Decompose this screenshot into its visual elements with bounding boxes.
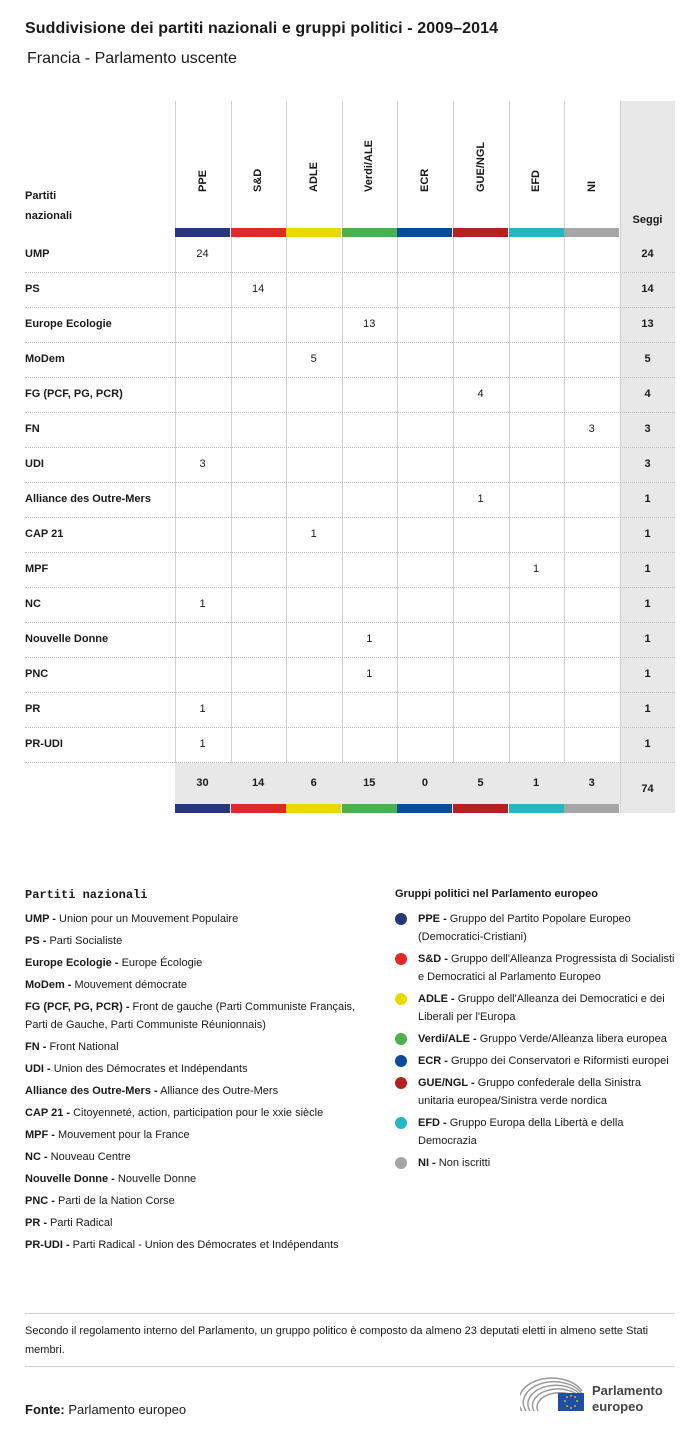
legend-group-desc: Gruppo dei Conservatori e Riformisti europei bbox=[447, 1055, 669, 1067]
seat-total: 1 bbox=[644, 668, 651, 680]
legend-party-abbr: FG (PCF, PG, PCR) - bbox=[25, 1001, 130, 1013]
legend-party-item bbox=[25, 1104, 370, 1122]
legend-party-abbr: Europe Ecologie - bbox=[25, 957, 119, 969]
legend-party-abbr: Nouvelle Donne - bbox=[25, 1173, 115, 1185]
legend-party-item bbox=[25, 1214, 370, 1232]
legend-party-abbr: UDI - bbox=[25, 1063, 51, 1075]
group-color-bar bbox=[342, 228, 397, 237]
legend-group-desc: Gruppo Europa della Libertà e della Democrazia bbox=[418, 1117, 624, 1147]
seat-cell: 24 bbox=[196, 248, 209, 260]
color-dot-icon bbox=[395, 1033, 407, 1045]
table-row bbox=[25, 342, 675, 378]
table-row bbox=[25, 237, 675, 273]
table-row bbox=[25, 727, 675, 763]
group-color-bar bbox=[175, 228, 230, 237]
seat-total: 24 bbox=[641, 248, 654, 260]
legend-party-item bbox=[25, 1170, 370, 1188]
group-header-label: PPE bbox=[196, 169, 209, 192]
legend-group-desc: Gruppo confederale della Sinistra unitaria europea/Sinistra verde nordica bbox=[418, 1077, 641, 1107]
seat-total: 1 bbox=[644, 633, 651, 645]
table-row bbox=[25, 587, 675, 623]
legend-group-abbr: Verdi/ALE - bbox=[418, 1033, 477, 1045]
legend-groups bbox=[395, 910, 680, 1176]
color-dot-icon bbox=[395, 1157, 407, 1169]
legend-party-abbr: NC - bbox=[25, 1151, 48, 1163]
color-dot-icon bbox=[395, 1055, 407, 1067]
party-name: PNC bbox=[25, 668, 49, 680]
seat-cell: 1 bbox=[366, 668, 373, 680]
divider bbox=[25, 1313, 675, 1314]
group-total: 5 bbox=[477, 777, 484, 789]
group-total: 6 bbox=[310, 777, 317, 789]
divider bbox=[25, 1366, 675, 1367]
color-dot-icon bbox=[395, 1117, 407, 1129]
legend-party-abbr: PS - bbox=[25, 935, 47, 947]
group-header bbox=[564, 140, 619, 220]
hemicycle-icon bbox=[520, 1377, 590, 1417]
party-name: PS bbox=[25, 283, 40, 295]
page-title: Suddivisione dei partiti nazionali e gruppi politici - 2009–2014 bbox=[25, 20, 499, 37]
legend-group-abbr: NI - bbox=[418, 1157, 436, 1169]
group-color-bar bbox=[286, 228, 341, 237]
legend-party-desc: Europe Écologie bbox=[118, 957, 203, 969]
logo-line2: europeo bbox=[592, 1399, 644, 1414]
logo-line1: Parlamento bbox=[592, 1383, 663, 1398]
legend-group-item bbox=[395, 1114, 680, 1150]
legend-party-item bbox=[25, 1038, 370, 1056]
legend-party-item bbox=[25, 998, 370, 1034]
group-color-bar bbox=[509, 228, 564, 237]
seat-cell: 3 bbox=[588, 423, 595, 435]
party-name: CAP 21 bbox=[25, 528, 64, 540]
table-row bbox=[25, 552, 675, 588]
legend-group-item bbox=[395, 950, 680, 986]
logo-text bbox=[592, 1383, 663, 1415]
seat-total: 14 bbox=[641, 283, 654, 295]
seat-cell: 5 bbox=[310, 353, 317, 365]
table-row bbox=[25, 622, 675, 658]
legend-party-abbr: PNC - bbox=[25, 1195, 55, 1207]
legend-party-item bbox=[25, 910, 370, 928]
legend-party-item bbox=[25, 1060, 370, 1078]
group-header-label: GUE/NGL bbox=[474, 141, 487, 192]
legend-group-item bbox=[395, 1052, 680, 1070]
group-color-bar bbox=[231, 804, 286, 813]
party-name: MoDem bbox=[25, 353, 65, 365]
seat-cell: 13 bbox=[363, 318, 376, 330]
legend-group-desc: Gruppo dell'Alleanza Progressista di Socialisti e Democratici al Parlamento Europeo bbox=[418, 953, 675, 983]
legend-group-desc: Gruppo del Partito Popolare Europeo (Democratici-Cristiani) bbox=[418, 913, 631, 943]
group-color-bar bbox=[453, 228, 508, 237]
group-color-bar bbox=[342, 804, 397, 813]
legend-group-abbr: PPE - bbox=[418, 913, 447, 925]
group-total: 14 bbox=[251, 777, 265, 789]
color-dot-icon bbox=[395, 913, 407, 925]
legend-party-desc: Union pour un Mouvement Populaire bbox=[55, 913, 239, 925]
legend-party-desc: Mouvement démocrate bbox=[71, 979, 188, 991]
seat-total: 5 bbox=[644, 353, 651, 365]
seat-cell: 1 bbox=[199, 598, 206, 610]
party-name: PR bbox=[25, 703, 41, 715]
group-total: 0 bbox=[421, 777, 428, 789]
seat-cell: 1 bbox=[477, 493, 484, 505]
legend-party-desc: Nouvelle Donne bbox=[114, 1173, 197, 1185]
legend-party-item bbox=[25, 976, 370, 994]
group-total: 30 bbox=[196, 777, 209, 789]
color-dot-icon bbox=[395, 953, 407, 965]
legend-party-item bbox=[25, 1148, 370, 1166]
group-header-label: NI bbox=[585, 181, 598, 192]
legend-party-abbr: MoDem - bbox=[25, 979, 72, 991]
legend-parties-title: Partiti nazionali bbox=[25, 888, 148, 902]
seat-total: 1 bbox=[644, 493, 651, 505]
source-label: Fonte: bbox=[25, 1402, 65, 1417]
party-name: MPF bbox=[25, 563, 49, 575]
legend-party-item bbox=[25, 1082, 370, 1100]
legend-group-abbr: S&D - bbox=[418, 953, 448, 965]
seat-cell: 1 bbox=[533, 563, 540, 575]
legend-party-item bbox=[25, 1236, 370, 1254]
color-dot-icon bbox=[395, 993, 407, 1005]
legend-groups-title: Gruppi politici nel Parlamento europeo bbox=[395, 888, 598, 900]
legend-group-abbr: ADLE - bbox=[418, 993, 455, 1005]
table-row bbox=[25, 692, 675, 728]
group-header-label: ADLE bbox=[307, 162, 320, 192]
table-row bbox=[25, 412, 675, 448]
group-total: 1 bbox=[533, 777, 540, 789]
legend-group-abbr: GUE/NGL - bbox=[418, 1077, 475, 1089]
seat-total: 3 bbox=[644, 423, 651, 435]
legend-party-item bbox=[25, 1126, 370, 1144]
seat-cell: 14 bbox=[251, 283, 265, 295]
seat-total: 3 bbox=[644, 458, 651, 470]
party-name: Nouvelle Donne bbox=[25, 633, 109, 645]
legend-party-abbr: PR-UDI - bbox=[25, 1239, 70, 1251]
legend-group-abbr: ECR - bbox=[418, 1055, 448, 1067]
group-header-label: Verdi/ALE bbox=[363, 140, 376, 192]
seat-cell: 4 bbox=[477, 388, 484, 400]
group-color-bar bbox=[231, 228, 286, 237]
seat-total: 13 bbox=[641, 318, 654, 330]
seat-total: 1 bbox=[644, 563, 651, 575]
party-name: Alliance des Outre-Mers bbox=[25, 493, 151, 505]
seat-cell: 1 bbox=[366, 633, 373, 645]
seggi-header: Seggi bbox=[632, 214, 663, 226]
legend-party-desc: Front de gauche (Parti Communiste Français, Parti de Gauche, Parti Communiste Réunionnais) bbox=[25, 1001, 356, 1031]
seat-cell: 1 bbox=[199, 703, 206, 715]
group-header bbox=[342, 140, 397, 220]
legend-party-desc: Citoyenneté, action, participation pour le xxie siècle bbox=[70, 1107, 324, 1119]
group-header bbox=[397, 140, 452, 220]
party-name: FG (PCF, PG, PCR) bbox=[25, 388, 123, 400]
legend-party-abbr: Alliance des Outre-Mers - bbox=[25, 1085, 158, 1097]
row-header-label: Partiti nazionali bbox=[25, 190, 73, 222]
group-header-label: ECR bbox=[418, 168, 431, 192]
seat-total: 1 bbox=[644, 528, 651, 540]
legend-party-abbr: UMP - bbox=[25, 913, 56, 925]
legend-party-desc: Union des Démocrates et Indépendants bbox=[50, 1063, 248, 1075]
party-name: NC bbox=[25, 598, 41, 610]
grand-total: 74 bbox=[641, 783, 654, 795]
group-color-bar bbox=[397, 804, 452, 813]
group-total: 3 bbox=[588, 777, 595, 789]
group-header bbox=[175, 140, 230, 220]
legend-party-abbr: MPF - bbox=[25, 1129, 55, 1141]
group-header bbox=[286, 140, 341, 220]
group-color-bar bbox=[564, 804, 619, 813]
legend-party-desc: Alliance des Outre-Mers bbox=[157, 1085, 279, 1097]
group-header-label: EFD bbox=[530, 170, 543, 192]
group-color-bar bbox=[509, 804, 564, 813]
table-row bbox=[25, 517, 675, 553]
legend-party-item bbox=[25, 954, 370, 972]
legend-group-desc: Gruppo Verde/Alleanza libera europea bbox=[476, 1033, 667, 1045]
legend-party-desc: Mouvement pour la France bbox=[54, 1129, 190, 1141]
legend-group-item bbox=[395, 1030, 680, 1048]
group-total: 15 bbox=[363, 777, 376, 789]
seat-cell: 1 bbox=[199, 738, 206, 750]
group-header bbox=[509, 140, 564, 220]
party-name: Europe Ecologie bbox=[25, 318, 112, 330]
group-color-bar bbox=[453, 804, 508, 813]
table-row bbox=[25, 377, 675, 413]
table-row bbox=[25, 272, 675, 308]
legend-party-item bbox=[25, 932, 370, 950]
legend-party-desc: Nouveau Centre bbox=[47, 1151, 131, 1163]
legend-parties bbox=[25, 910, 370, 1258]
table-row bbox=[25, 447, 675, 483]
seat-cell: 3 bbox=[199, 458, 206, 470]
legend-group-desc: Gruppo dell'Alleanza dei Democratici e dei Liberali per l'Europa bbox=[418, 993, 665, 1023]
seat-total: 4 bbox=[644, 388, 651, 400]
legend-group-desc: Non iscritti bbox=[435, 1157, 491, 1169]
legend-group-item bbox=[395, 910, 680, 946]
party-name: UDI bbox=[25, 458, 44, 470]
seat-total: 1 bbox=[644, 738, 651, 750]
seat-total: 1 bbox=[644, 598, 651, 610]
legend-party-desc: Parti Socialiste bbox=[46, 935, 123, 947]
legend-party-abbr: CAP 21 - bbox=[25, 1107, 71, 1119]
party-name: FN bbox=[25, 423, 40, 435]
group-color-bar bbox=[397, 228, 452, 237]
table-row bbox=[25, 482, 675, 518]
legend-group-item bbox=[395, 1154, 680, 1172]
page-subtitle: Francia - Parlamento uscente bbox=[27, 50, 237, 67]
color-dot-icon bbox=[395, 1077, 407, 1089]
legend-party-item bbox=[25, 1192, 370, 1210]
legend-party-desc: Parti de la Nation Corse bbox=[54, 1195, 175, 1207]
legend-group-item bbox=[395, 1074, 680, 1110]
legend-group-abbr: EFD - bbox=[418, 1117, 447, 1129]
note-text: Secondo il regolamento interno del Parlamento, un gruppo politico è composto da almeno 23 deputati eletti in almeno sette Stati membri. bbox=[25, 1325, 649, 1356]
legend-party-desc: Parti Radical - Union des Démocrates et Indépendants bbox=[69, 1239, 339, 1251]
party-name: PR-UDI bbox=[25, 738, 63, 750]
group-color-bar bbox=[286, 804, 341, 813]
source-value: Parlamento europeo bbox=[64, 1402, 187, 1417]
seat-total: 1 bbox=[644, 703, 651, 715]
group-color-bar bbox=[564, 228, 619, 237]
legend-party-abbr: PR - bbox=[25, 1217, 47, 1229]
table-row bbox=[25, 657, 675, 693]
seat-cell: 1 bbox=[310, 528, 317, 540]
legend-party-desc: Parti Radical bbox=[47, 1217, 113, 1229]
table-row bbox=[25, 307, 675, 343]
legend-group-item bbox=[395, 990, 680, 1026]
legend-party-desc: Front National bbox=[46, 1041, 119, 1053]
group-color-bar bbox=[175, 804, 230, 813]
source-text bbox=[25, 1402, 186, 1417]
group-header bbox=[231, 140, 286, 220]
group-header-label: S&D bbox=[252, 168, 265, 192]
group-header bbox=[453, 140, 508, 220]
party-name: UMP bbox=[25, 248, 50, 260]
legend-party-abbr: FN - bbox=[25, 1041, 47, 1053]
